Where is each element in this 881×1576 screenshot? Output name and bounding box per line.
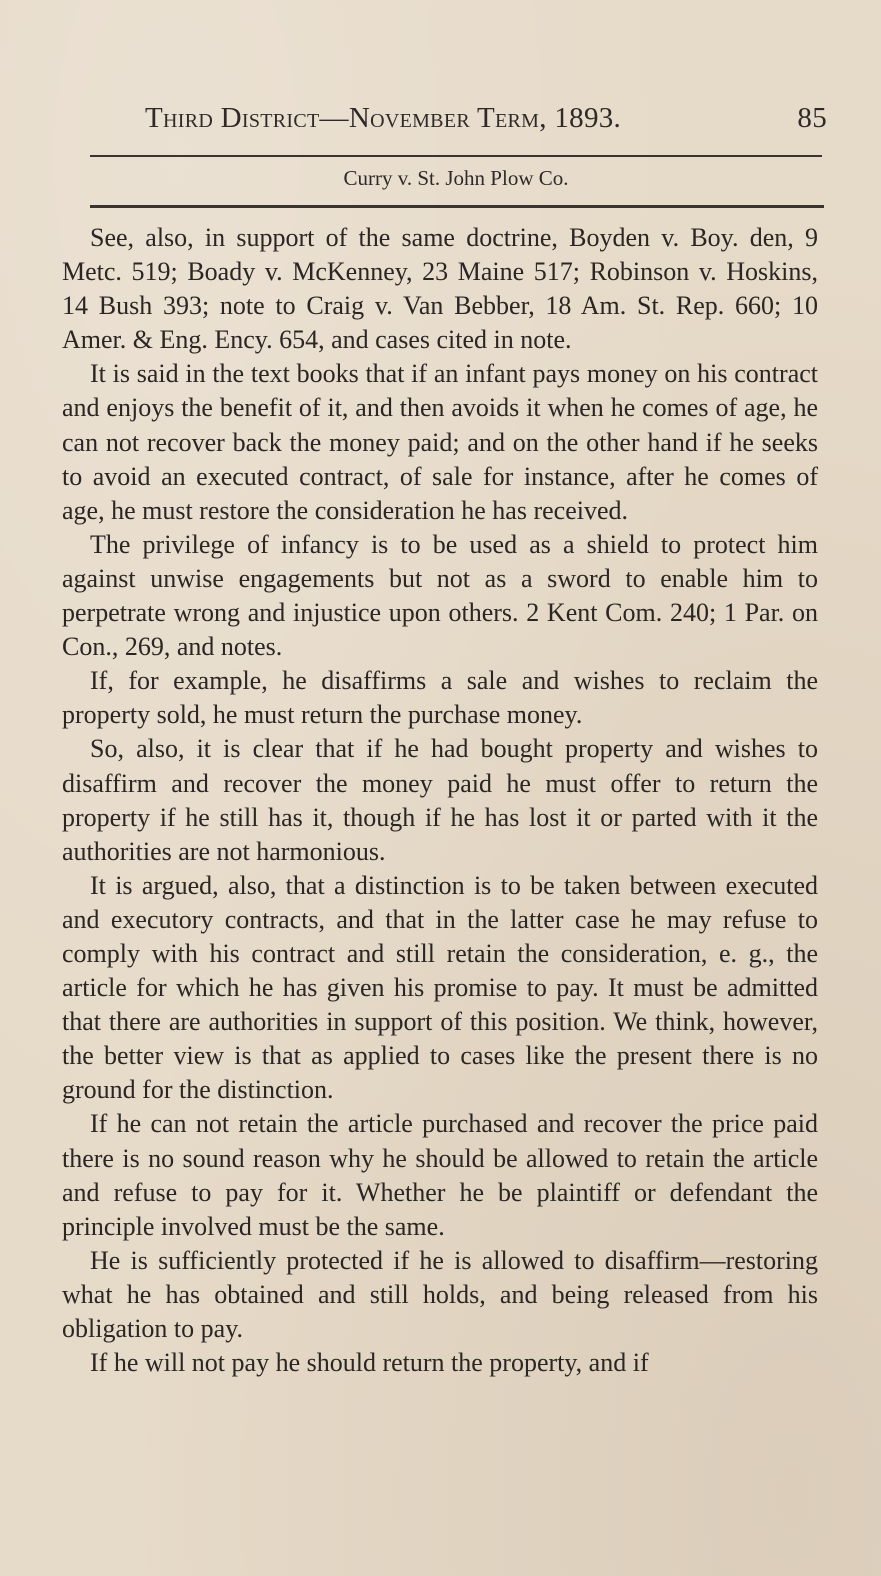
header-rule-bottom bbox=[90, 205, 824, 208]
paragraph: So, also, it is clear that if he had bought property and wishes to disaffirm and recover the money paid he must offer to return the property if he still has it, though if he has lost it or parted with it the authorities are not harmonious. bbox=[62, 734, 818, 866]
paragraph: If he will not pay he should return the property, and if bbox=[90, 1348, 649, 1378]
body-text bbox=[62, 221, 818, 1380]
paragraph: If, for example, he disaffirms a sale and wishes to reclaim the property sold, he must return the purchase money. bbox=[62, 666, 818, 730]
paragraph: The privilege of infancy is to be used as a shield to protect him against unwise engagements but not as a sword to enable him to perpetrate wrong and injustice upon others. 2 Kent Com. 240; 1 Par. on Con., 269, and notes. bbox=[62, 529, 818, 662]
paragraph: It is argued, also, that a distinction is to be taken between executed and executory contracts, and that in the latter case he may refuse to comply with his contract and still retain the consideration, e. g., the article for which he has given his promise to pay. It must be admitted that there are authorities in support of this position. We think, however, the better view is that as applied to cases like the present there is no ground for the distinction. bbox=[62, 870, 818, 1105]
paragraph: It is said in the text books that if an infant pays money on his contract and enjoys the benefit of it, and then avoids it when he comes of age, he can not recover back the money paid; and on the other hand if he seeks to avoid an executed contract, of sale for instance, after he comes of age, he must restore the consideration he has received. bbox=[62, 359, 818, 525]
paragraph: He is sufficiently protected if he is allowed to disaffirm—restoring what he has obtained and still holds, and being released from his obligation to pay. bbox=[62, 1245, 818, 1343]
running-head-title: Third District—November Term, 1893. bbox=[145, 102, 622, 134]
paragraph: See, also, in support of the same doctrine, Boyden v. Boy. den, 9 Metc. 519; Boady v. McKenney, 23 Maine 517; Robinson v. Hoskins, 14 Bush 393; note to Craig v. Van Bebber, 18 Am. St. Rep. 660; 10 Amer. & Eng. Ency. 654, and cases cited in note. bbox=[62, 223, 818, 355]
case-title: Curry v. St. John Plow Co. bbox=[343, 166, 569, 190]
running-head bbox=[145, 102, 835, 142]
page-number: 85 bbox=[797, 102, 827, 134]
paragraph: If he can not retain the article purchased and recover the price paid there is no sound reason why he should be allowed to retain the article and refuse to pay for it. Whether he be plaintiff or defendant the principle involved must be the same. bbox=[62, 1109, 818, 1241]
header-rule-top bbox=[90, 155, 822, 157]
